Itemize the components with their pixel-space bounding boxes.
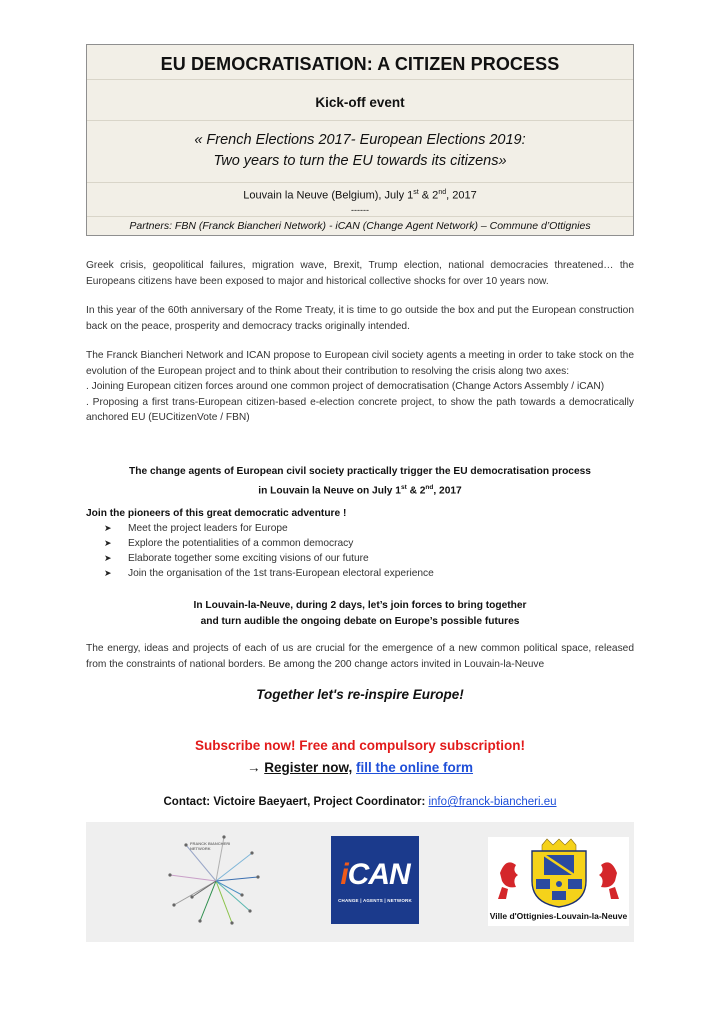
proposal-paragraph bbox=[86, 348, 634, 426]
intro-paragraph: Greek crisis, geopolitical failures, migration wave, Brexit, Trump election, national democracies threatened… the Europeans citizens have been exposed to major and historical collective shocks for over 10 years now. bbox=[86, 260, 634, 287]
highlight-sup: nd bbox=[425, 483, 434, 491]
highlight-sup: st bbox=[400, 483, 407, 491]
header-rule bbox=[87, 120, 633, 121]
highlight-trigger bbox=[86, 464, 634, 498]
rome-treaty-paragraph: In this year of the 60th anniversary of the Rome Treaty, it is time to go outside the box and put the European construction back on the peace, prosperity and democracy tracks originally intended. bbox=[86, 305, 634, 332]
contact-label: Contact: Victoire Baeyaert, Project Coordinator: bbox=[163, 796, 426, 808]
separator: ------ bbox=[351, 205, 369, 215]
header-box bbox=[86, 44, 634, 236]
ottignies-logo bbox=[488, 837, 629, 926]
place-sup: st bbox=[413, 189, 419, 196]
header-rule bbox=[87, 79, 633, 80]
event-place-date bbox=[87, 189, 633, 202]
contact-email-link[interactable]: info@franck-biancheri.eu bbox=[428, 796, 557, 808]
header-rule bbox=[87, 216, 633, 217]
highlight-line: In Louvain-la-Neuve, during 2 days, let’s join forces to bring together bbox=[193, 600, 527, 611]
coat-of-arms-icon bbox=[488, 837, 629, 909]
event-theme-line2: Two years to turn the EU towards its citizens» bbox=[213, 153, 507, 169]
online-form-link[interactable]: fill the online form bbox=[356, 760, 474, 775]
highlight-line bbox=[86, 480, 634, 499]
list-item-text: Explore the potentialities of a common democracy bbox=[128, 538, 354, 549]
list-item bbox=[104, 551, 434, 566]
header-rule bbox=[87, 182, 633, 183]
slogan: Together let's re-inspire Europe! bbox=[256, 687, 464, 702]
partners-line: Partners: FBN (Franck Biancheri Network) - iCAN (Change Agent Network) – Commune d’Ottignies bbox=[129, 220, 591, 232]
place-text: & 2 bbox=[418, 189, 439, 202]
register-line bbox=[0, 760, 720, 775]
ican-can: CAN bbox=[347, 858, 410, 891]
register-link[interactable]: Register now, bbox=[264, 760, 353, 775]
list-item-text: Meet the project leaders for Europe bbox=[128, 523, 288, 534]
fbn-logo-line: FRANCK BIANCHERI bbox=[190, 841, 231, 846]
join-heading: Join the pioneers of this great democratic adventure ! bbox=[86, 508, 347, 519]
place-sup: nd bbox=[438, 189, 447, 196]
arrow-bullet-icon: ➤ bbox=[104, 553, 112, 563]
event-theme-line1: « French Elections 2017- European Elections 2019: bbox=[194, 132, 526, 148]
place-text: , 2017 bbox=[446, 189, 477, 202]
list-item bbox=[104, 566, 434, 581]
place-text: Louvain la Neuve (Belgium), July 1 bbox=[243, 189, 414, 202]
ottignies-logo-text: Ville d'Ottignies-Louvain-la-Neuve bbox=[489, 911, 628, 921]
arrow-bullet-icon: ➤ bbox=[104, 568, 112, 578]
contact-line bbox=[0, 796, 720, 808]
highlight-line: The change agents of European civil society practically trigger the EU democratisation process bbox=[129, 466, 591, 477]
list-item-text: Join the organisation of the 1st trans-European electoral experience bbox=[128, 568, 434, 579]
axis-two: . Proposing a first trans-European citizen-based e-election concrete project, to show the path towards a democratically anchored EU (EUCitizenVote / FBN) bbox=[86, 396, 634, 423]
bullet-list bbox=[104, 521, 434, 581]
list-item-text: Elaborate together some exciting visions of our future bbox=[128, 553, 369, 564]
ican-tagline: CHANGE | AGENTS | NETWORK bbox=[338, 898, 412, 903]
fbn-logo-line: NETWORK bbox=[190, 846, 211, 851]
highlight-text: in Louvain la Neuve on July 1 bbox=[258, 484, 401, 496]
ican-wordmark bbox=[331, 858, 419, 892]
axis-one: . Joining European citizen forces around one common project of democratisation (Change Actors Assembly / iCAN) bbox=[86, 381, 605, 392]
list-item bbox=[104, 536, 434, 551]
event-subtitle: Kick-off event bbox=[315, 95, 405, 110]
arrow-bullet-icon: ➤ bbox=[104, 538, 112, 548]
energy-paragraph: The energy, ideas and projects of each of us are crucial for the emergence of a new common political space, released from the constraints of national borders. Be among the 200 change actors invited in Louvain-la-Neuve bbox=[86, 643, 634, 670]
highlight-join-forces bbox=[86, 598, 634, 629]
document-title: EU DEMOCRATISATION: A CITIZEN PROCESS bbox=[160, 54, 560, 74]
partner-logos bbox=[86, 822, 634, 942]
ican-i: i bbox=[340, 858, 348, 891]
highlight-line: and turn audible the ongoing debate on Europe’s possible futures bbox=[200, 615, 520, 627]
ican-logo bbox=[331, 836, 419, 924]
subscribe-notice: Subscribe now! Free and compulsory subscription! bbox=[194, 738, 526, 753]
proposal-text: The Franck Biancheri Network and ICAN propose to European civil society agents a meeting in order to take stock on the evolution of the European project and to think about their contribution to resolving the crisis along two axes: bbox=[86, 350, 634, 377]
event-theme bbox=[87, 130, 633, 172]
arrow-right-icon: → bbox=[246, 760, 261, 775]
list-item bbox=[104, 521, 434, 536]
highlight-text: , 2017 bbox=[433, 484, 462, 496]
fbn-logo-text bbox=[190, 841, 230, 851]
arrow-bullet-icon: ➤ bbox=[104, 523, 112, 533]
highlight-text: & 2 bbox=[406, 484, 426, 496]
